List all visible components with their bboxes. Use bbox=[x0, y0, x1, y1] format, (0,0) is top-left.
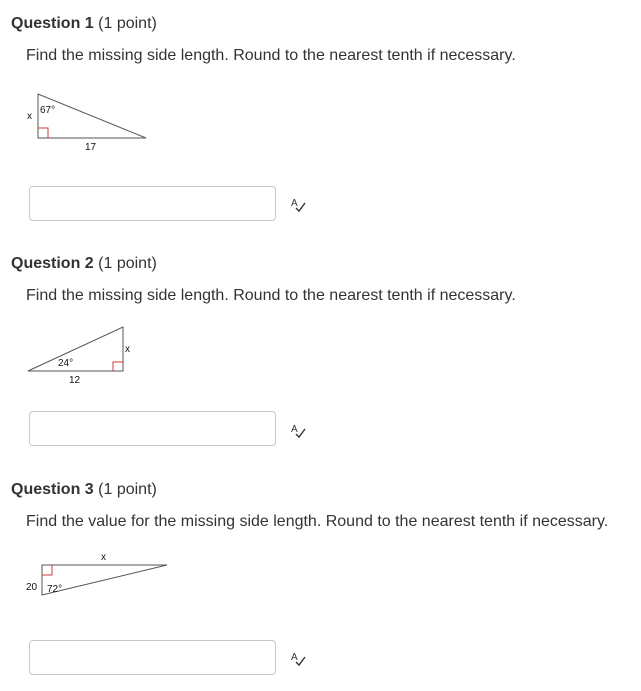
triangle-shape bbox=[28, 327, 123, 371]
question-1-points: (1 point) bbox=[98, 15, 157, 32]
question-1-answer-input[interactable] bbox=[29, 186, 276, 221]
question-3-answer-input[interactable] bbox=[29, 640, 276, 675]
question-3-triangle-figure bbox=[22, 546, 172, 611]
right-angle-marker bbox=[38, 128, 48, 138]
question-2-triangle-figure bbox=[22, 320, 152, 397]
right-angle-marker bbox=[42, 565, 52, 575]
left-side-label: 20 bbox=[26, 582, 38, 593]
triangle-shape bbox=[38, 94, 146, 138]
base-side-label: 17 bbox=[85, 142, 97, 153]
question-2-prompt: Find the missing side length. Round to the nearest tenth if necessary. bbox=[26, 287, 516, 304]
spellcheck-icon[interactable] bbox=[289, 649, 307, 667]
angle-label: 67° bbox=[40, 105, 56, 116]
question-1 bbox=[0, 0, 641, 240]
question-1-title bbox=[11, 15, 157, 33]
right-angle-marker bbox=[113, 362, 123, 371]
question-1-triangle-figure bbox=[22, 80, 152, 160]
spellcheck-icon[interactable] bbox=[289, 195, 307, 213]
svg-text:A: A bbox=[291, 424, 298, 435]
unknown-side-label: x bbox=[101, 552, 106, 563]
question-2-points: (1 point) bbox=[98, 255, 157, 272]
question-2-title bbox=[11, 255, 157, 273]
question-2 bbox=[0, 240, 641, 470]
svg-text:A: A bbox=[291, 198, 298, 209]
svg-text:A: A bbox=[291, 652, 298, 663]
angle-label: 24° bbox=[58, 358, 74, 369]
question-3-points: (1 point) bbox=[98, 481, 157, 498]
question-2-name: Question 2 bbox=[11, 255, 94, 272]
question-3 bbox=[0, 466, 641, 691]
base-side-label: 12 bbox=[69, 375, 81, 386]
angle-label: 72° bbox=[47, 584, 63, 595]
question-1-prompt: Find the missing side length. Round to the nearest tenth if necessary. bbox=[26, 47, 516, 64]
question-3-title bbox=[11, 481, 157, 499]
question-2-answer-input[interactable] bbox=[29, 411, 276, 446]
question-3-prompt: Find the value for the missing side length. Round to the nearest tenth if necessary. bbox=[26, 513, 609, 530]
unknown-side-label: x bbox=[125, 344, 130, 355]
question-1-name: Question 1 bbox=[11, 15, 94, 32]
question-3-name: Question 3 bbox=[11, 481, 94, 498]
unknown-side-label: x bbox=[27, 111, 32, 122]
spellcheck-icon[interactable] bbox=[289, 421, 307, 439]
